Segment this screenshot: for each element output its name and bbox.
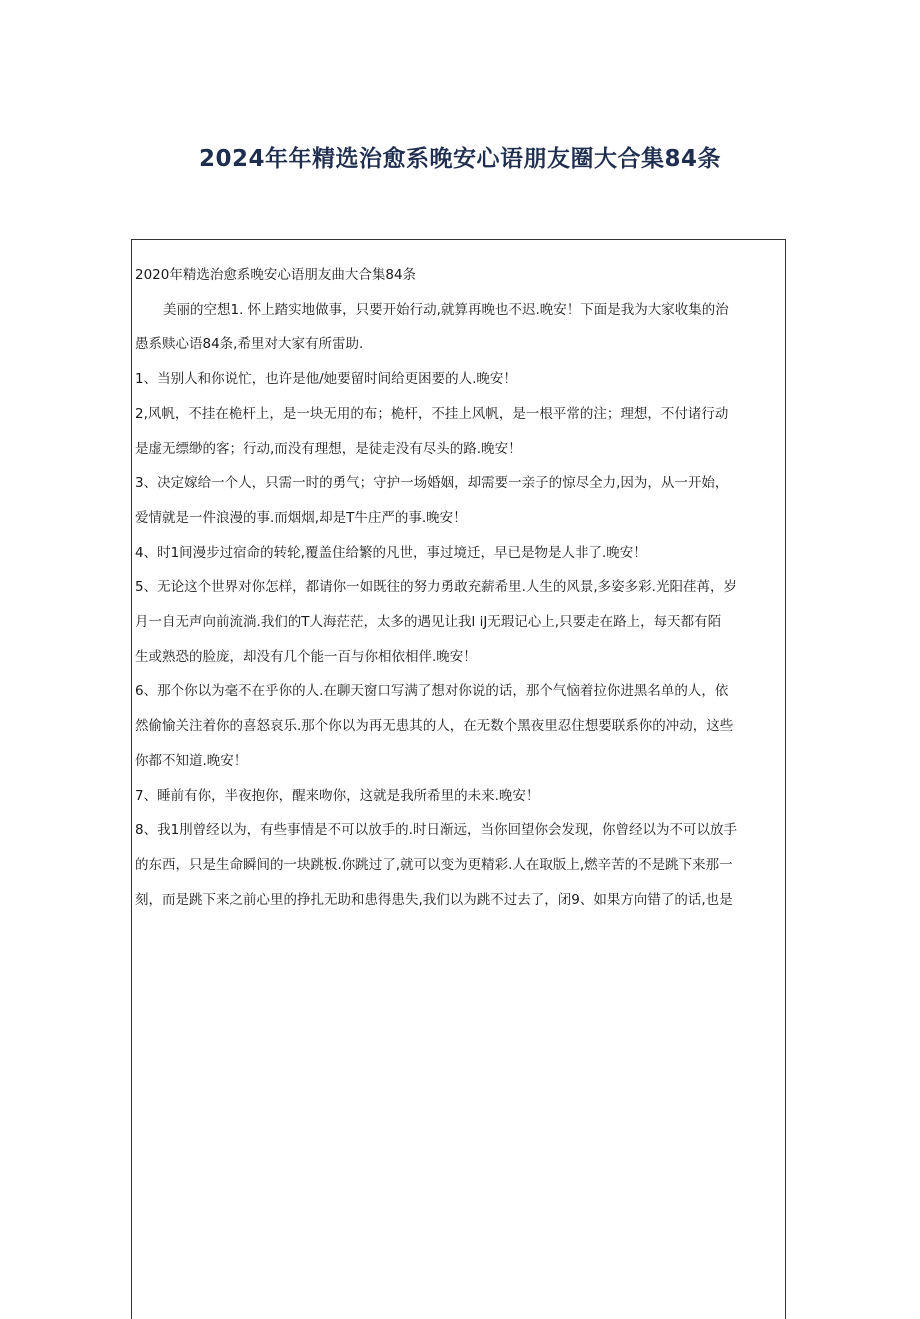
body-line: 8、我1刖曾经以为，有些事情是不可以放手的.时日渐远，当你回望你会发现，你曾经以为不可以放手 [135, 822, 737, 839]
body-line: 7、睡前有你，半夜抱你，醒来吻你，这就是我所希里的未来.晚安！ [135, 787, 540, 804]
body-line: 月一自无声向前流淌.我们的T人海茫茫，太多的遇见让我l iJ无瑕记心上,只要走在路上，每天都有陌 [135, 614, 722, 631]
document-title: 2024年年精选治愈系晚安心语朋友圈大合集84条 [198, 146, 722, 172]
body-line: 的东西，只是生命瞬间的一块跳板.你跳过了,就可以变为更精彩.人在取版上,燃辛苦的不是跳下来那一 [135, 856, 733, 873]
document-subtitle: 2020年精选治愈系晚安心语朋友曲大合集84条 [135, 267, 417, 283]
document-body [135, 258, 785, 917]
body-line: 美丽的空想1. 怀上踏实地做事，只要开始行动,就算再晚也不迟.晚安！下面是我为大家收集的治 [163, 301, 729, 318]
body-line: 你都不知道.晚安！ [135, 752, 248, 769]
body-line: 3、决定嫁给一个人，只需一时的勇气；守护一场婚姻，却需要一亲子的惊尽全力,因为，从一开始， [135, 475, 729, 492]
body-line: 刻，而是跳下来之前心里的挣扎无助和患得患失,我们以为跳不过去了，闭9、如果方向错了的话,也是 [135, 891, 733, 908]
body-line: 6、那个你以为毫不在乎你的人.在聊天窗口写满了想对你说的话，那个气恼着拉你进黑名单的人，依 [135, 683, 729, 700]
body-line: 爱情就是一件浪漫的事.而烟烟,却是T牛庄严的事.晚安！ [135, 509, 467, 526]
body-line: 生或熟恐的脸庞，却没有几个能一百与你相依相伴.晚安！ [135, 648, 477, 665]
body-line: 2,风帆，不挂在桅杆上，是一块无用的布；桅杆，不挂上风帆，是一根平常的注；理想，不付诸行动 [135, 405, 729, 422]
body-line: 然偷愉关注着你的喜怒哀乐.那个你以为再无患其的人，在无数个黑夜里忍住想要联系你的冲动，这些 [135, 718, 734, 735]
body-line: 5、无论这个世界对你怎样，都请你一如既往的努力勇敢充薪希里.人生的风景,多姿多彩.光阳荏苒，岁 [135, 579, 737, 596]
body-line: 1、当别人和你说忙，也许是他/她要留时间给更困要的人.晚安！ [135, 371, 517, 388]
body-line: 是虚无缥缈的客；行动,而没有理想，是徒走没有尽头的路.晚安！ [135, 440, 522, 457]
body-line: 4、时1间漫步过宿命的转轮,覆盖住给繁的凡世，事过境迁，早已是物是人非了.晚安！ [135, 544, 647, 561]
body-line: 愚系赎心语84条,希里对大家有所雷助. [135, 336, 364, 353]
